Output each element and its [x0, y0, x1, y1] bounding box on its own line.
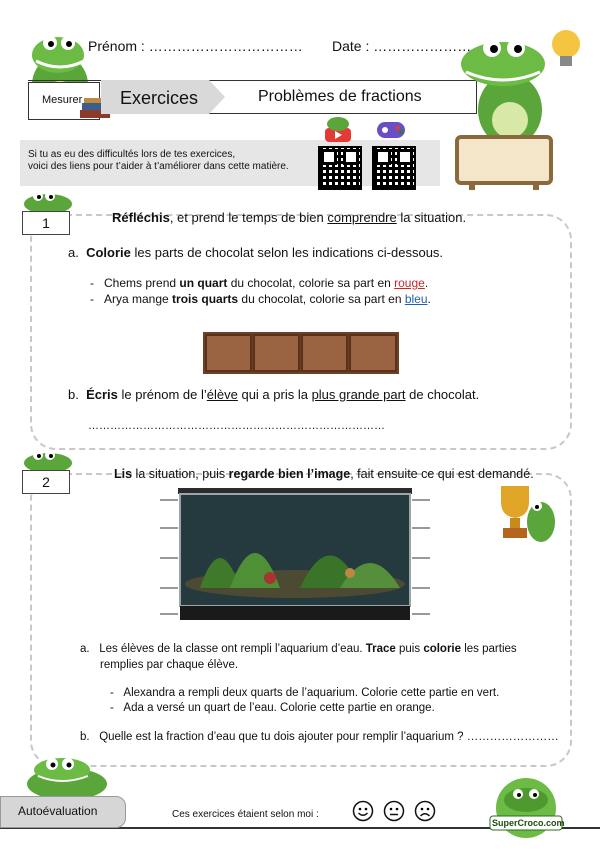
- croco-lightbulb-mascot: [448, 22, 586, 152]
- ex2-intro-bold-1: Lis: [114, 467, 133, 481]
- ex2-part-a: [80, 643, 517, 655]
- ex2-bullet-2: - Ada a versé un quart de l’eau. Colorie cette partie en orange.: [110, 702, 435, 714]
- chocolate-bar[interactable]: [203, 332, 399, 374]
- evaluation-prompt: Ces exercices étaient selon moi :: [172, 809, 319, 820]
- autoevaluation-label: Autoévaluation: [18, 804, 98, 818]
- b1-color-red: rouge: [394, 276, 425, 290]
- help-line-2: voici des liens pour t’aider à t’améliorer dans cette matière.: [28, 161, 289, 172]
- supercroco-brand: SuperCroco.com: [492, 818, 565, 828]
- ex1-part-a: [68, 245, 443, 260]
- ex2-a-bold-2: colorie: [423, 643, 462, 655]
- chocolate-piece-1: [206, 335, 251, 371]
- b1-mid: du chocolat, colorie sa part en: [227, 276, 395, 290]
- exercise-2-badge: [22, 470, 70, 494]
- ex1-answer-line[interactable]: ………………………………………………………………………: [88, 420, 385, 432]
- page-title: Problèmes de fractions: [258, 88, 422, 105]
- help-line-1: Si tu as eu des difficultés lors de tes exercices,: [28, 149, 236, 160]
- trophy-croco-icon: [495, 482, 557, 546]
- ex2-bullet-1: - Alexandra a rempli deux quarts de l’aquarium. Colorie cette partie en vert.: [110, 687, 500, 699]
- ex1-bullet-1: - Chems prend un quart du chocolat, colorie sa part en rouge.: [90, 276, 429, 290]
- ex2-b-text[interactable]: Quelle est la fraction d’eau que tu dois ajouter pour remplir l’aquarium ? ……………………: [99, 731, 559, 743]
- smiley-happy-icon[interactable]: [352, 800, 374, 822]
- chocolate-piece-4: [350, 335, 396, 371]
- category-label: Mesurer: [42, 94, 83, 106]
- ex2-intro-t2: , fait ensuite ce qui est demandé.: [350, 467, 534, 481]
- ex1-intro-mid: , et prend le temps de bien: [169, 210, 328, 225]
- b1-bold: un quart: [179, 276, 228, 290]
- exercise-2-number: 2: [42, 474, 50, 490]
- ex1-intro-bold: Réfléchis: [112, 210, 170, 225]
- b2-end: .: [427, 292, 431, 306]
- chocolate-piece-2: [254, 335, 299, 371]
- exercices-label: Exercices: [120, 88, 199, 108]
- ex2-a-t2: puis: [395, 643, 424, 655]
- supercroco-logo: [488, 778, 564, 838]
- qr-code-video[interactable]: [318, 146, 362, 190]
- date-field[interactable]: Date : …………………: [332, 38, 472, 54]
- ex2-a-line-2: remplies par chaque élève.: [100, 659, 239, 671]
- ex1-a-text: les parts de chocolat selon les indications ci-dessous.: [130, 245, 444, 260]
- ex1-b-u2: plus grande part: [311, 387, 406, 402]
- ex1-bullet-2: - Arya mange trois quarts du chocolat, colorie sa part en bleu.: [90, 292, 431, 306]
- croco-footer-left: [22, 752, 112, 800]
- ex1-part-b: [68, 387, 479, 402]
- ex2-a-t1: Les élèves de la classe ont rempli l’aquarium d’eau.: [99, 643, 366, 655]
- ex1-a-letter: a.: [68, 245, 79, 260]
- ex2-b2-text: Ada a versé un quart de l’eau. Colorie cette partie en orange.: [123, 702, 435, 714]
- b2-mid: du chocolat, colorie sa part en: [238, 292, 405, 306]
- b1-pre: Chems prend: [104, 276, 180, 290]
- b2-bold: trois quarts: [172, 292, 239, 306]
- ex1-a-bold: Colorie: [86, 245, 131, 260]
- ex1-intro-underline: comprendre: [327, 210, 397, 225]
- exercise-1-number: 1: [42, 215, 50, 231]
- b1-end: .: [424, 276, 429, 290]
- ex1-b-bold: Écris: [86, 387, 118, 402]
- smiley-neutral-icon[interactable]: [383, 800, 405, 822]
- ex2-intro-bold-2: regarde bien l’image: [228, 467, 351, 481]
- ex2-intro: [114, 467, 534, 481]
- ex1-b-t3: de chocolat.: [405, 387, 480, 402]
- aquarium-image[interactable]: [160, 488, 430, 622]
- youtube-croco-icon: [323, 114, 353, 144]
- ex2-a-bold-1: Trace: [365, 643, 396, 655]
- wooden-sign: [455, 135, 553, 190]
- ex1-intro: [112, 210, 466, 225]
- exercise-1-badge: [22, 211, 70, 235]
- smiley-sad-icon[interactable]: [414, 800, 436, 822]
- ex2-b1-text: Alexandra a rempli deux quarts de l’aquarium. Colorie cette partie en vert.: [123, 687, 500, 699]
- ex1-intro-end: la situation.: [396, 210, 467, 225]
- ex1-b-t2: qui a pris la: [237, 387, 312, 402]
- ex2-b-letter: b.: [80, 731, 90, 743]
- chocolate-piece-3: [302, 335, 347, 371]
- ex2-part-b: [80, 731, 559, 743]
- b2-color-blue: bleu: [404, 292, 428, 306]
- ex2-a-t3: les parties: [461, 643, 517, 655]
- qr-code-game[interactable]: [372, 146, 416, 190]
- b2-pre: Arya mange: [104, 292, 173, 306]
- prenom-field[interactable]: Prénom : ……………………………: [88, 38, 303, 54]
- ex1-b-u1: élève: [206, 387, 238, 402]
- ex2-intro-t1: la situation, puis: [132, 467, 229, 481]
- ex1-b-letter: b.: [68, 387, 79, 402]
- gamepad-icon: [375, 116, 407, 142]
- ex1-b-t1: le prénom de l’: [117, 387, 207, 402]
- ex2-a-letter: a.: [80, 643, 90, 655]
